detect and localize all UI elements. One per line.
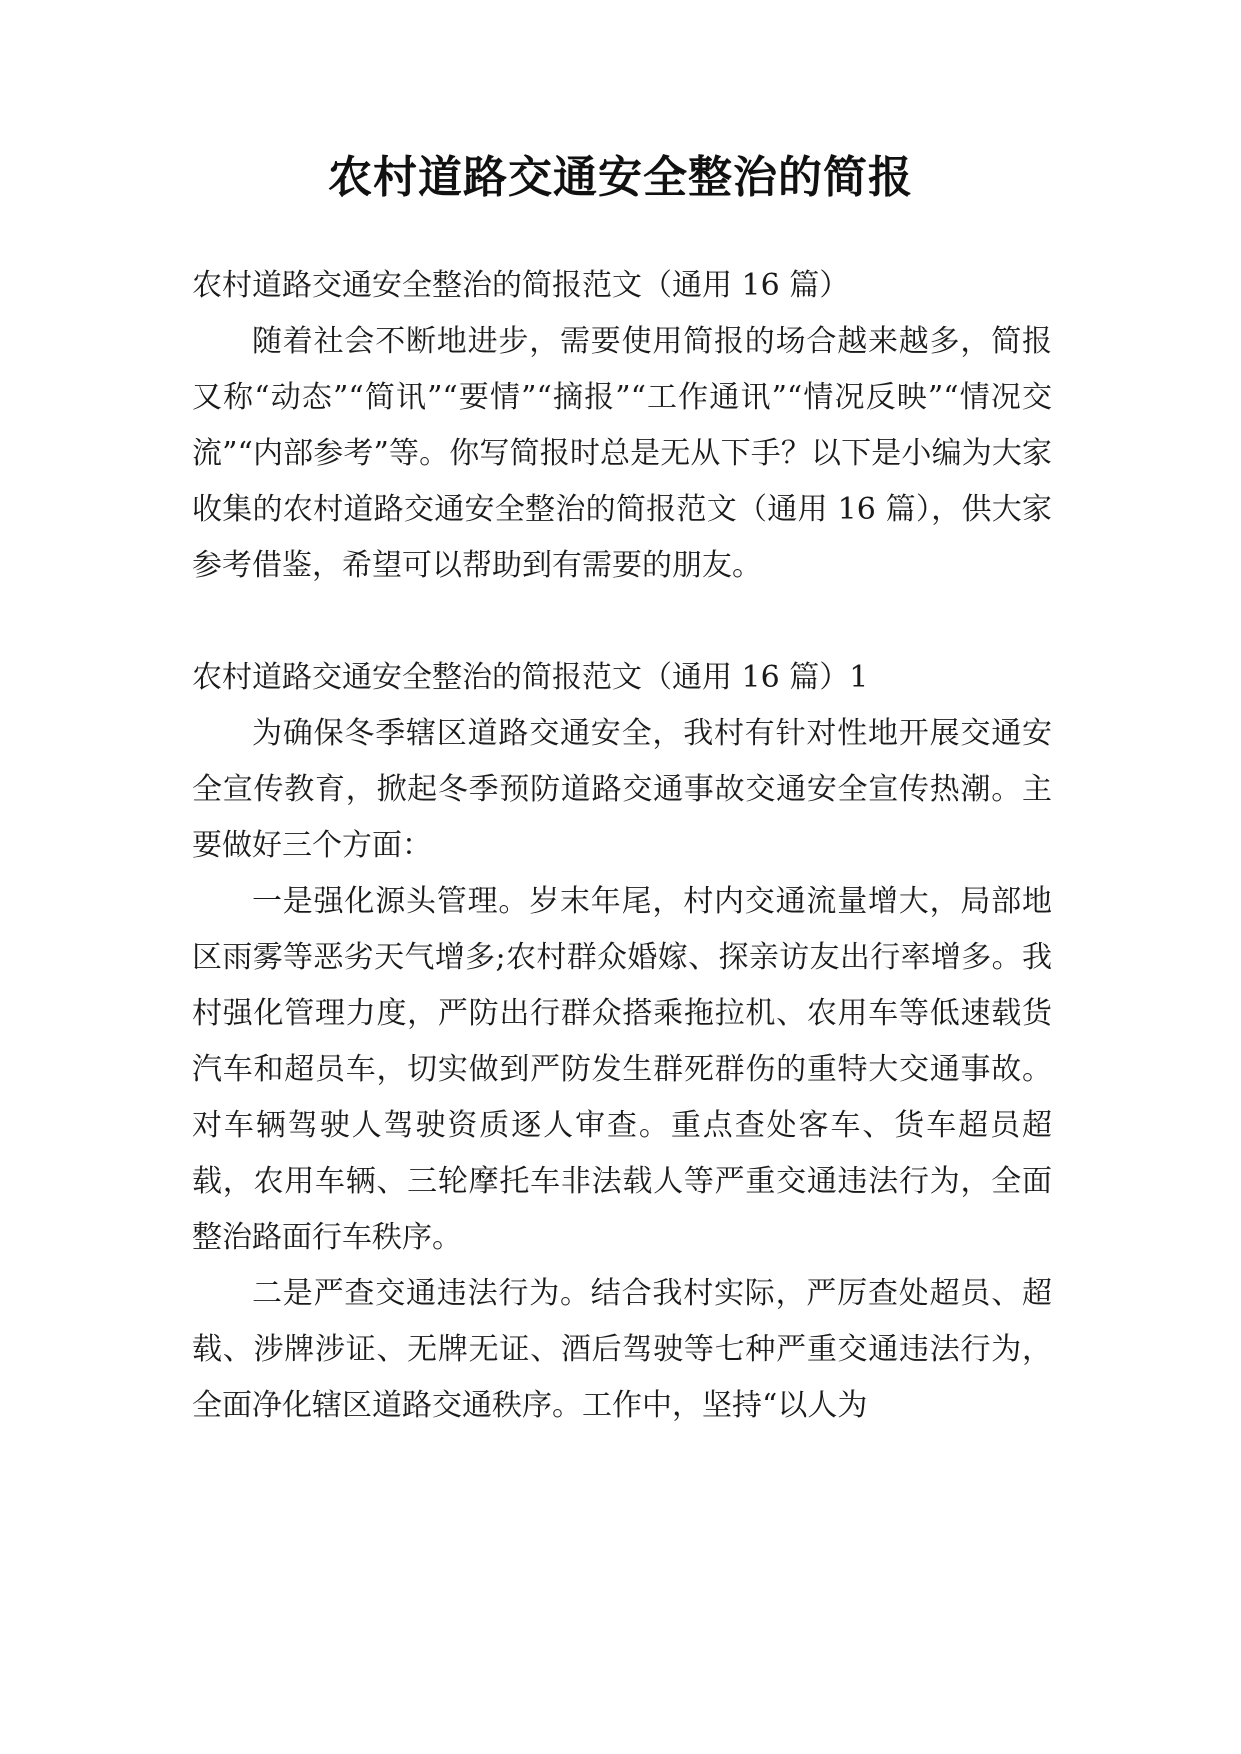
intro-heading: 农村道路交通安全整治的简报范文（通用 16 篇）	[192, 268, 850, 303]
document-title: 农村道路交通安全整治的简报	[328, 152, 913, 203]
paragraph-1: 为确保冬季辖区道路交通安全，我村有针对性地开展交通安全宣传教育，掀起冬季预防道路交通事故交通安全宣传热潮。主要做好三个方面：	[192, 716, 1052, 863]
paragraph-3: 二是严查交通违法行为。结合我村实际，严厉查处超员、超载、涉牌涉证、无牌无证、酒后驾驶等七种严重交通违法行为，全面净化辖区道路交通秩序。工作中，坚持“以人为	[192, 1276, 1052, 1423]
paragraph-2: 一是强化源头管理。岁末年尾，村内交通流量增大，局部地区雨雾等恶劣天气增多;农村群众婚嫁、探亲访友出行率增多。我村强化管理力度，严防出行群众搭乘拖拉机、农用车等低速载货汽车和超员车，切实做到严防发生群死群伤的重特大交通事故。对车辆驾驶人驾驶资质逐人审查。重点查处客车、货车超员超载，农用车辆、三轮摩托车非法载人等严重交通违法行为，全面整治路面行车秩序。	[192, 884, 1052, 1255]
intro-paragraph: 随着社会不断地进步，需要使用简报的场合越来越多，简报又称“动态”“简讯”“要情”“摘报”“工作通讯”“情况反映”“情况交流”“内部参考”等。你写简报时总是无从下手？以下是小编为大家收集的农村道路交通安全整治的简报范文（通用 16 篇），供大家参考借鉴，希望可以帮助到有需要的朋友。	[192, 324, 1052, 583]
document-body	[192, 258, 1052, 1434]
section-1-heading: 农村道路交通安全整治的简报范文（通用 16 篇）1	[192, 660, 869, 695]
section-spacer	[192, 594, 1052, 650]
